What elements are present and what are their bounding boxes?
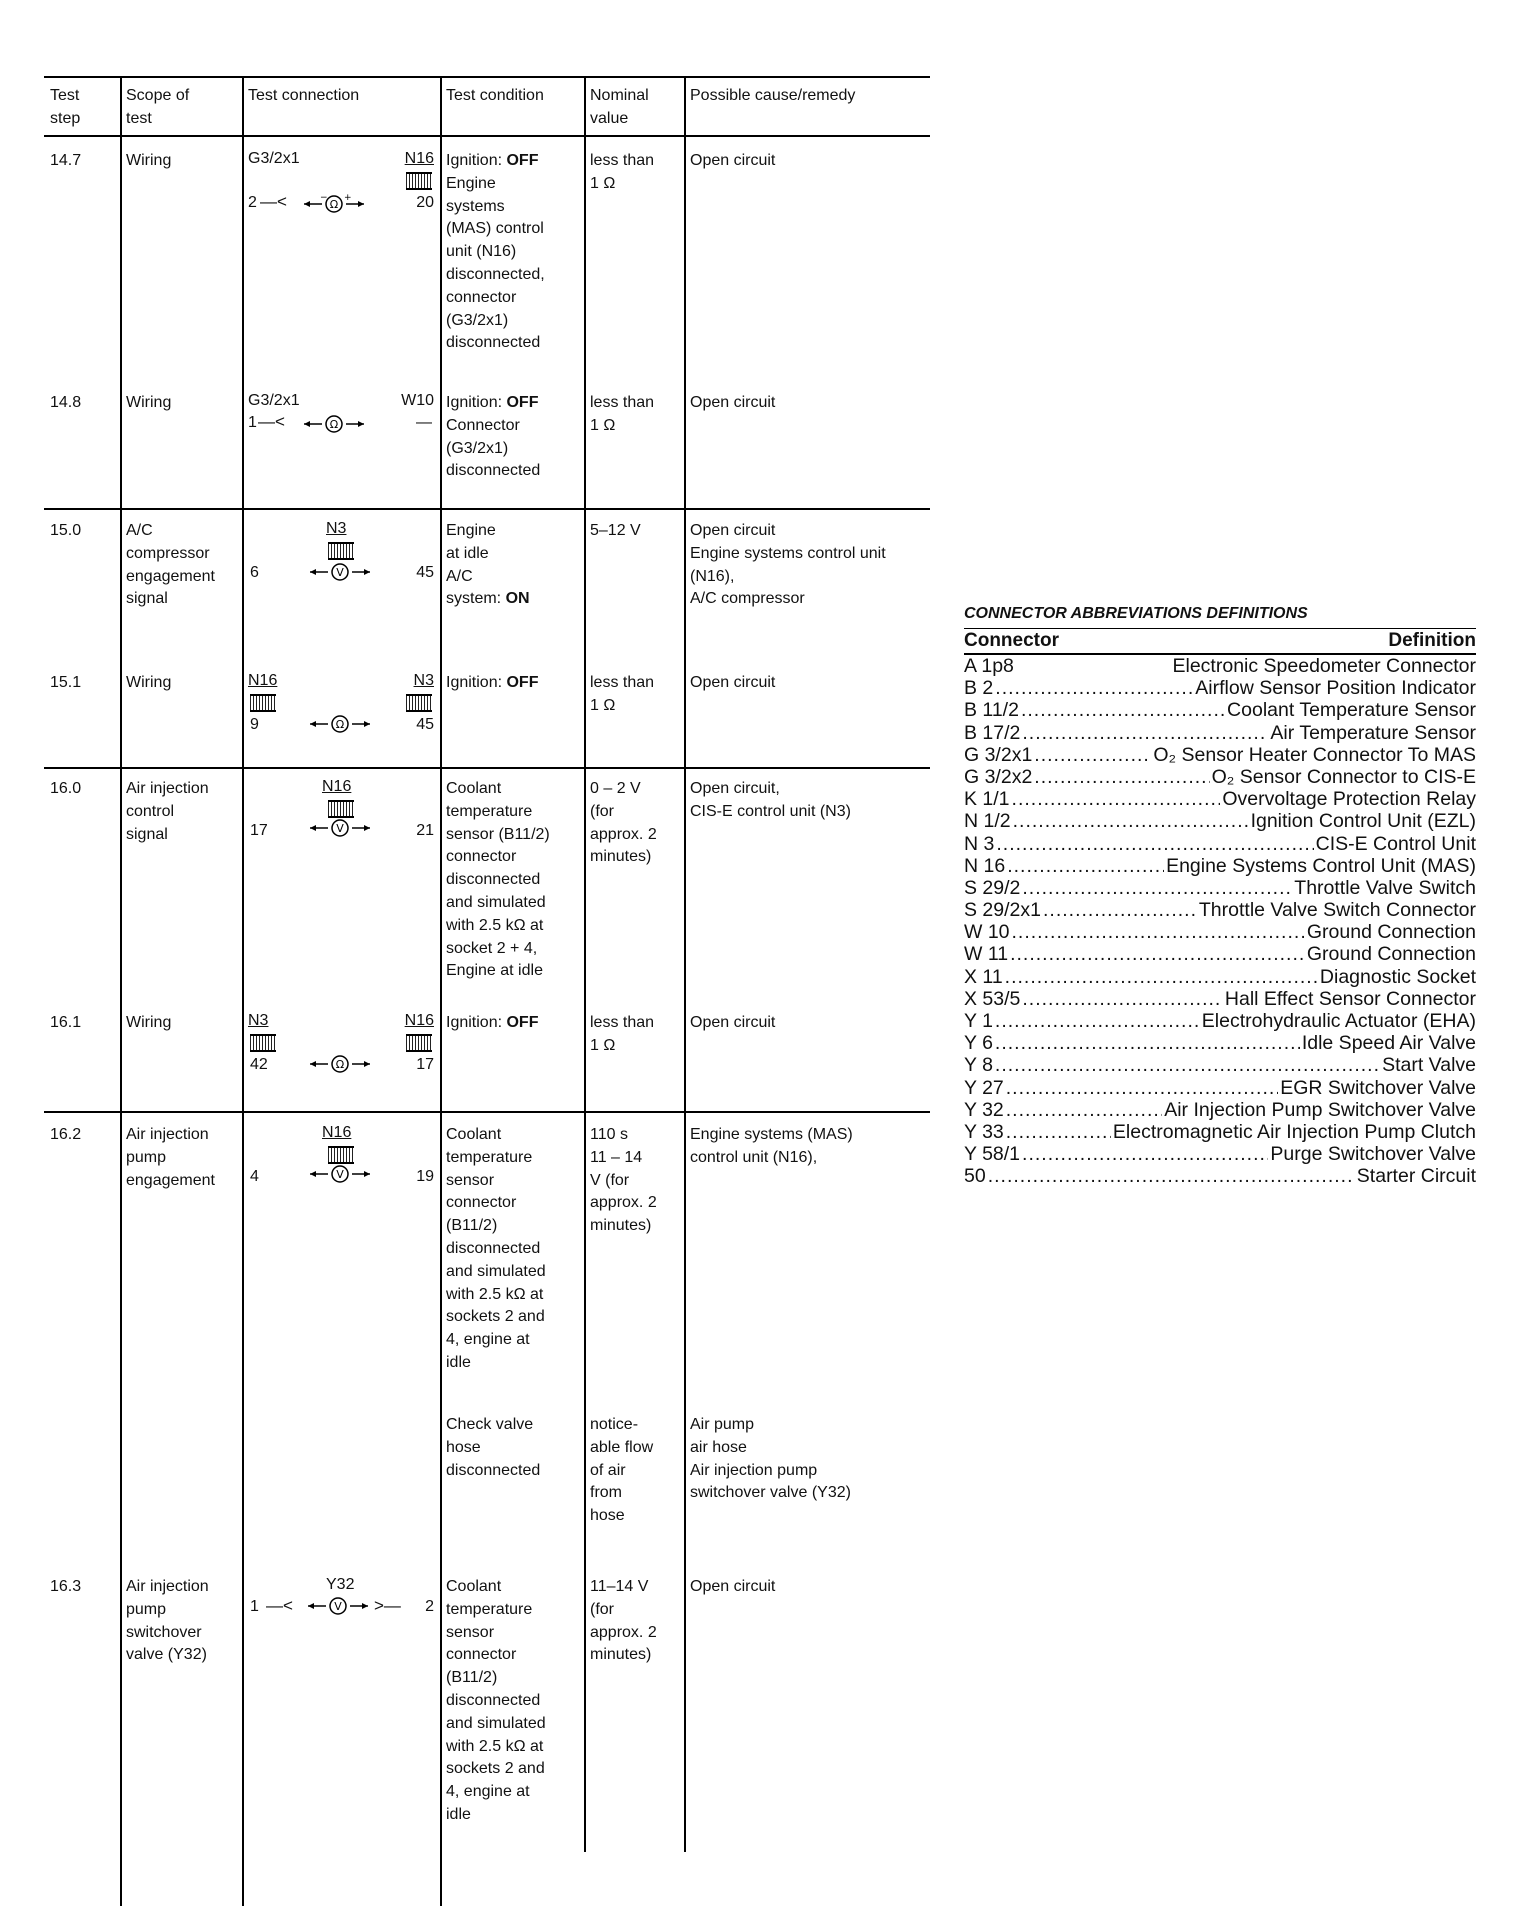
ohmmeter-icon [308, 714, 372, 734]
list-item [964, 1099, 1476, 1121]
plug-icon: —< [260, 192, 287, 211]
leader-dots [1021, 699, 1225, 721]
column-rule [242, 76, 244, 1906]
condition-cell: Ignition: OFF Connector (G3/2x1) disconnected [446, 394, 541, 480]
connector-definition: CIS-E Control Unit [1315, 832, 1476, 855]
nominal-cell: 110 s 11 – 14 V (for approx. 2 minutes) [590, 1126, 657, 1235]
left-connector-label: G3/2x1 [248, 150, 300, 167]
leader-dots [1022, 722, 1268, 744]
voltmeter-icon [308, 562, 372, 582]
list-item [964, 1165, 1476, 1187]
connector-code: S 29/2 [964, 876, 1021, 899]
step-cell: 16.3 [50, 1578, 82, 1595]
svg-text:Ω: Ω [335, 718, 345, 731]
condition-cell-secondary: Check valve hose disconnected [446, 1416, 541, 1479]
right-pin: 17 [416, 1056, 434, 1073]
connector-code: N 1/2 [964, 810, 1011, 833]
scope-cell: Air injection control signal [126, 780, 209, 843]
connector-definition: EGR Switchover Valve [1280, 1076, 1476, 1099]
scope-cell: Air injection pump engagement [126, 1126, 215, 1189]
leader-dots [1006, 1099, 1162, 1121]
row-group-rule [44, 1111, 930, 1113]
connector-code: K 1/1 [964, 788, 1010, 811]
list-item [964, 1010, 1476, 1032]
step-cell: 15.1 [50, 674, 82, 691]
svg-text:Ω: Ω [329, 418, 339, 431]
header-test-connection: Test connection [248, 87, 360, 104]
scope-cell: Wiring [126, 674, 172, 691]
connector-definition: Airflow Sensor Position Indicator [1195, 677, 1476, 700]
list-item [964, 699, 1476, 721]
connection-diagram [248, 1012, 434, 1082]
scope-cell: A/C compressor engagement signal [126, 522, 215, 608]
nominal-cell: less than 1 Ω [590, 394, 655, 434]
connection-diagram [248, 672, 434, 742]
connector-code: Y 58/1 [964, 1143, 1021, 1166]
connection-diagram [248, 150, 434, 220]
connection-diagram [248, 778, 434, 848]
leader-dots [995, 677, 1193, 699]
list-item [964, 655, 1476, 677]
connection-diagram [248, 1576, 434, 1626]
connector-definition: Coolant Temperature Sensor [1227, 699, 1476, 722]
left-connector-label: N16 [248, 672, 278, 689]
connection-diagram [248, 392, 434, 442]
left-pin: 2 [248, 194, 257, 211]
step-cell: 16.1 [50, 1014, 82, 1031]
right-connector-label: W10 [401, 392, 434, 409]
connector-definition: O₂ Sensor Connector to CIS-E [1211, 765, 1476, 788]
right-connector-label: N16 [404, 1012, 434, 1029]
leader-dots [1007, 855, 1164, 877]
connector-definition: Throttle Valve Switch Connector [1198, 899, 1476, 922]
condition-cell: Coolant temperature sensor connector (B11/2) disconnected and simulated with 2.5 kΩ at sockets 2 and 4, engine at idle [446, 1126, 546, 1371]
condition-cell: Coolant temperature sensor connector (B11/2) disconnected and simulated with 2.5 kΩ at sockets 2 and 4, engine at idle [446, 1578, 546, 1823]
step-cell: 14.8 [50, 394, 82, 411]
top-connector-label: Y32 [326, 1576, 355, 1593]
svg-text:V: V [336, 1168, 344, 1181]
connector-definition: Starter Circuit [1356, 1165, 1476, 1188]
connector-code: N 16 [964, 854, 1006, 877]
leader-dots [1034, 744, 1151, 766]
list-item [964, 744, 1476, 766]
right-pin: 21 [416, 822, 434, 839]
connector-definition: Diagnostic Socket [1319, 965, 1476, 988]
scope-cell: Air injection pump switchover valve (Y32) [126, 1578, 209, 1664]
connector-code: 50 [964, 1165, 986, 1188]
ignition-state: OFF [506, 152, 539, 169]
left-connector-label: G3/2x1 [248, 392, 300, 409]
svg-text:V: V [334, 1600, 342, 1613]
cause-cell: Open circuit [690, 1578, 776, 1595]
nominal-cell: 0 – 2 V (for approx. 2 minutes) [590, 780, 657, 866]
list-item [964, 855, 1476, 877]
plug-icon: >— [374, 1596, 401, 1615]
connector-socket-icon [328, 800, 354, 818]
right-connector-label: N16 [404, 150, 434, 167]
top-connector-label: N16 [322, 1124, 352, 1141]
connector-socket-icon [250, 694, 276, 712]
voltmeter-icon [306, 1596, 370, 1616]
scope-cell: Wiring [126, 394, 172, 411]
header-test-step: Test step [50, 87, 81, 127]
list-item [964, 677, 1476, 699]
left-pin: 17 [250, 822, 268, 839]
svg-text:V: V [336, 822, 344, 835]
step-cell: 16.0 [50, 780, 82, 797]
list-item [964, 899, 1476, 921]
cause-cell: Open circuit [690, 674, 776, 691]
leader-dots [1005, 966, 1318, 988]
connector-code: A 1p8 [964, 655, 1014, 677]
nominal-cell: less than 1 Ω [590, 674, 655, 714]
top-connector-label: N3 [326, 520, 347, 537]
column-rule [120, 76, 122, 1906]
svg-text:V: V [336, 566, 344, 579]
connector-definitions-table [964, 604, 1476, 1188]
connector-code: Y 1 [964, 1010, 993, 1032]
leader-dots [996, 833, 1313, 855]
header-scope: Scope of test [126, 87, 190, 127]
right-pin: 20 [416, 194, 434, 211]
right-pin: 2 [425, 1598, 434, 1615]
connector-definition: Electrohydraulic Actuator (EHA) [1201, 1010, 1476, 1032]
connector-code: X 11 [964, 965, 1003, 988]
list-item [964, 833, 1476, 855]
ohmmeter-icon [302, 414, 366, 434]
connector-socket-icon [406, 172, 432, 190]
left-connector-label: N3 [248, 1012, 269, 1029]
condition-cell: Coolant temperature sensor (B11/2) connector disconnected and simulated with 2.5 kΩ at socket 2 + 4, Engine at idle [446, 780, 550, 980]
connector-socket-icon [250, 1034, 276, 1052]
nominal-cell: 5–12 V [590, 522, 641, 539]
leader-dots [1006, 1077, 1278, 1099]
connector-definition: Overvoltage Protection Relay [1222, 788, 1476, 811]
plug-icon: —< [258, 412, 285, 431]
left-pin: 42 [250, 1056, 268, 1073]
connector-socket-icon [328, 1146, 354, 1164]
list-item [964, 788, 1476, 810]
leader-dots [1013, 810, 1249, 832]
connector-definition: Electromagnetic Air Injection Pump Clutch [1112, 1120, 1476, 1143]
connector-definition: Throttle Valve Switch [1294, 876, 1476, 899]
svg-text:Ω: Ω [335, 1058, 345, 1071]
connector-code: Y 8 [964, 1054, 993, 1077]
connector-code: Y 6 [964, 1032, 993, 1055]
connector-definition: Ground Connection [1306, 921, 1476, 944]
condition-cell: Ignition: OFF [446, 674, 539, 691]
connector-code: B 2 [964, 677, 994, 700]
leader-dots [995, 1010, 1200, 1032]
cause-cell: Engine systems (MAS) control unit (N16), [690, 1126, 853, 1166]
connector-code: W 11 [964, 943, 1009, 966]
svg-text:+: + [344, 194, 352, 203]
connector-code: G 3/2x2 [964, 765, 1033, 788]
list-item [964, 1032, 1476, 1054]
nominal-cell: less than 1 Ω [590, 152, 655, 192]
column-rule [584, 76, 586, 1852]
connector-code: Y 33 [964, 1120, 1004, 1143]
connector-definition: Hall Effect Sensor Connector [1224, 987, 1476, 1010]
connector-code: N 3 [964, 832, 995, 855]
left-pin: 9 [250, 716, 259, 733]
right-pin: — [416, 414, 432, 431]
leader-dots [1043, 899, 1197, 921]
list-item [964, 921, 1476, 943]
connector-code: W 10 [964, 921, 1010, 944]
list-item [964, 877, 1476, 899]
leader-dots [1034, 766, 1209, 788]
nominal-cell-secondary: notice- able flow of air from hose [590, 1416, 654, 1525]
connector-code: G 3/2x1 [964, 743, 1033, 766]
header-nominal-value: Nominal value [590, 87, 649, 127]
ohmmeter-icon [308, 1054, 372, 1074]
header-test-condition: Test condition [446, 87, 544, 104]
header-rule [44, 135, 930, 137]
right-pin: 45 [416, 564, 434, 581]
leader-dots [1012, 788, 1221, 810]
connection-diagram [248, 520, 434, 590]
leader-dots [1022, 1143, 1268, 1165]
connector-definition: Idle Speed Air Valve [1301, 1032, 1476, 1055]
step-cell: 14.7 [50, 152, 82, 169]
connector-definition: Ignition Control Unit (EZL) [1250, 810, 1476, 833]
list-item [964, 722, 1476, 744]
list-item [964, 810, 1476, 832]
condition-cell: Ignition: OFF [446, 1014, 539, 1031]
left-pin: 6 [250, 564, 259, 581]
cause-cell-secondary: Air pump air hose Air injection pump switchover valve (Y32) [690, 1416, 851, 1502]
connector-definition-list [964, 655, 1476, 1188]
connector-code: B 17/2 [964, 721, 1021, 744]
voltmeter-icon [308, 1164, 372, 1184]
right-connector-label: N3 [413, 672, 434, 689]
nominal-cell: 11–14 V (for approx. 2 minutes) [590, 1578, 657, 1664]
condition-cell: Ignition: OFF Engine systems (MAS) control unit (N16) disconnected, connector (G3/2x1) disconnected [446, 152, 545, 352]
leader-dots [1006, 1121, 1111, 1143]
system-state: ON [505, 590, 530, 608]
cause-cell: Open circuit Engine systems control unit (N16), A/C compressor [690, 522, 886, 608]
scope-cell: Wiring [126, 152, 172, 169]
connection-diagram [248, 1124, 434, 1194]
column-rule [684, 76, 686, 1852]
step-cell: 15.0 [50, 522, 82, 539]
scope-cell: Wiring [126, 1014, 172, 1031]
right-pin: 19 [416, 1168, 434, 1185]
connector-socket-icon [406, 1034, 432, 1052]
cause-cell: Open circuit [690, 394, 776, 411]
row-group-rule [44, 508, 930, 510]
leader-dots [1022, 988, 1223, 1010]
header-definition: Definition [1388, 630, 1476, 651]
leader-dots [995, 1032, 1300, 1054]
right-pin: 45 [416, 716, 434, 733]
connector-socket-icon [328, 542, 354, 560]
connector-definition: Start Valve [1382, 1054, 1476, 1077]
list-item [964, 943, 1476, 965]
leader-dots [1022, 877, 1292, 899]
list-item [964, 988, 1476, 1010]
connector-definition: Purge Switchover Valve [1270, 1143, 1476, 1166]
list-item [964, 766, 1476, 788]
connector-definitions-title: CONNECTOR ABBREVIATIONS DEFINITIONS [964, 605, 1308, 622]
list-item [964, 1143, 1476, 1165]
plug-icon: —< [266, 1596, 293, 1615]
top-connector-label: N16 [322, 778, 352, 795]
list-item [964, 966, 1476, 988]
leader-dots [988, 1165, 1355, 1187]
list-item [964, 1121, 1476, 1143]
table-top-rule [44, 76, 930, 78]
list-item [964, 1077, 1476, 1099]
connector-definitions-header [964, 628, 1476, 655]
svg-text:Ω: Ω [329, 198, 339, 211]
voltmeter-icon [308, 818, 372, 838]
left-pin: 1 [250, 1598, 259, 1615]
nominal-cell: less than 1 Ω [590, 1014, 655, 1054]
connector-definition: O₂ Sensor Heater Connector To MAS [1153, 743, 1476, 766]
cause-cell: Open circuit, CIS-E control unit (N3) [690, 780, 851, 820]
connector-code: S 29/2x1 [964, 899, 1041, 922]
leader-dots [1012, 921, 1305, 943]
connector-definition: Air Temperature Sensor [1270, 721, 1476, 744]
cause-cell: Open circuit [690, 152, 776, 169]
connector-code: X 53/5 [964, 987, 1021, 1010]
leader-dots [995, 1054, 1380, 1076]
connector-definition: Electronic Speedometer Connector [1172, 655, 1476, 677]
connector-definition: Ground Connection [1306, 943, 1476, 966]
cause-cell: Open circuit [690, 1014, 776, 1031]
column-rule [440, 76, 442, 1906]
condition-cell: Engine at idle A/C system: ON [446, 522, 530, 608]
ignition-state: OFF [506, 1014, 539, 1031]
left-pin: 4 [250, 1168, 259, 1185]
left-pin: 1 [248, 414, 257, 431]
connector-socket-icon [406, 694, 432, 712]
connector-code: B 11/2 [964, 699, 1019, 722]
connector-definition: Engine Systems Control Unit (MAS) [1166, 854, 1476, 877]
svg-text:−: − [320, 194, 328, 203]
step-cell: 16.2 [50, 1126, 82, 1143]
ignition-state: OFF [506, 394, 539, 411]
table-header-row [44, 84, 930, 136]
header-connector: Connector [964, 630, 1059, 651]
connector-code: Y 32 [964, 1098, 1004, 1121]
row-group-rule [44, 767, 930, 769]
header-possible-cause: Possible cause/remedy [690, 87, 856, 104]
connector-definition: Air Injection Pump Switchover Valve [1164, 1098, 1476, 1121]
ohmmeter-icon [302, 194, 366, 214]
leader-dots [1010, 943, 1305, 965]
ignition-state: OFF [506, 674, 539, 691]
connector-code: Y 27 [964, 1076, 1004, 1099]
list-item [964, 1054, 1476, 1076]
